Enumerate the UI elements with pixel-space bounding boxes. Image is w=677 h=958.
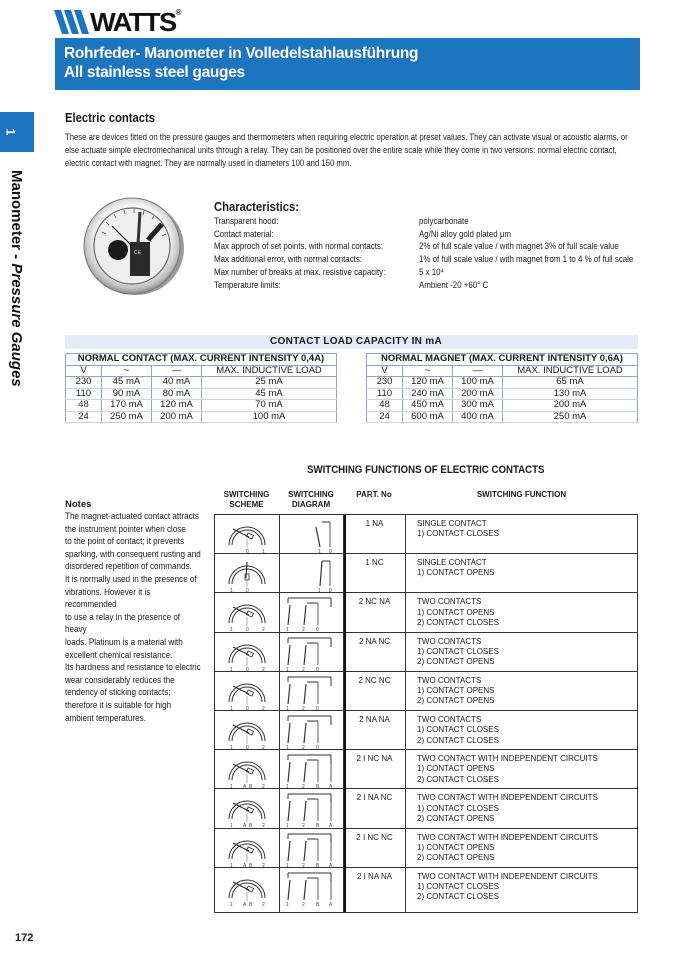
- part-number: 2 I NA NC: [344, 789, 406, 827]
- function-line: 2) CONTACT CLOSES: [417, 774, 499, 784]
- svg-text:1: 1: [286, 627, 289, 633]
- switch-diagram-icon: [280, 750, 344, 789]
- function-line: 1) CONTACT CLOSES: [417, 725, 499, 735]
- column-header: ~: [102, 365, 152, 377]
- characteristic-label: Max additional error, with normal contacts:: [214, 254, 363, 265]
- table-cell: 230: [367, 377, 403, 389]
- svg-text:A: A: [329, 862, 333, 868]
- table-cell: 90 mA: [102, 388, 152, 400]
- table-cell: 25 mA: [202, 377, 337, 389]
- diagram-cell: [280, 829, 344, 867]
- table-header-row: [367, 365, 638, 377]
- svg-text:B: B: [316, 862, 320, 868]
- characteristic-row: [214, 266, 668, 279]
- function-cell: [406, 515, 637, 553]
- svg-text:A: A: [329, 901, 333, 907]
- switch-diagram-icon: [280, 829, 344, 868]
- table-cell: 80 mA: [152, 388, 202, 400]
- function-cell: [406, 750, 637, 788]
- svg-text:1: 1: [286, 705, 289, 711]
- svg-text:2: 2: [302, 627, 305, 633]
- svg-text:2: 2: [262, 627, 265, 633]
- svg-text:2: 2: [262, 705, 265, 711]
- svg-text:1: 1: [230, 744, 233, 750]
- contact-load-title: CONTACT LOAD CAPACITY IN mA: [270, 336, 442, 347]
- svg-text:1: 1: [318, 588, 321, 594]
- svg-text:B: B: [316, 901, 320, 907]
- function-line: TWO CONTACT WITH INDEPENDENT CIRCUITS: [417, 793, 598, 803]
- svg-text:A: A: [329, 823, 333, 829]
- svg-text:2: 2: [302, 784, 305, 790]
- gauge-scheme-icon: [215, 633, 280, 672]
- function-line: 2) CONTACT OPENS: [417, 813, 495, 823]
- diagram-cell: [280, 593, 344, 631]
- svg-text:1: 1: [286, 784, 289, 790]
- notes-line: excellent chemical resistance.: [65, 649, 173, 660]
- function-cell: [406, 633, 637, 671]
- logo-stripes-icon: [54, 10, 90, 34]
- function-line: TWO CONTACT WITH INDEPENDENT CIRCUITS: [417, 832, 598, 842]
- function-line: 2) CONTACT CLOSES: [417, 617, 499, 627]
- part-number: 1 NA: [344, 515, 406, 553]
- function-line: 2) CONTACT OPENS: [417, 657, 495, 667]
- header-line: SWITCHING: [223, 490, 270, 499]
- table-cell: 48: [66, 400, 102, 412]
- scheme-cell: [215, 515, 280, 553]
- switching-row: [215, 750, 637, 789]
- table-cell: 110: [367, 388, 403, 400]
- chapter-tab: [0, 112, 34, 152]
- gauge-scheme-icon: [215, 711, 280, 750]
- svg-text:B: B: [316, 823, 320, 829]
- table-cell: 45 mA: [202, 388, 337, 400]
- svg-text:0: 0: [316, 744, 319, 750]
- table-cell: 600 mA: [403, 411, 453, 423]
- header-switching-function: SWITCHING FUNCTION: [476, 490, 567, 499]
- characteristics-title: Characteristics:: [214, 200, 300, 214]
- notes-line: Its hardness and resistance to electric: [65, 662, 201, 673]
- table-cell: 100 mA: [453, 377, 503, 389]
- svg-text:1: 1: [230, 666, 233, 672]
- notes-line: therefore it is suitable for high: [65, 699, 172, 710]
- title-banner: [55, 38, 640, 90]
- svg-text:A: A: [243, 784, 247, 790]
- characteristic-row: [214, 253, 668, 266]
- function-cell: [406, 789, 637, 827]
- function-line: 1) CONTACT OPENS: [417, 764, 495, 774]
- characteristic-row: [214, 215, 668, 228]
- notes-body: [65, 510, 201, 724]
- table-cell: 200 mA: [453, 388, 503, 400]
- svg-text:B: B: [249, 823, 253, 829]
- header-line: SCHEME: [229, 500, 264, 509]
- table-cell: 65 mA: [503, 377, 638, 389]
- table-cell: 400 mA: [453, 411, 503, 423]
- function-cell: [406, 672, 637, 710]
- function-line: 1) CONTACT CLOSES: [417, 646, 499, 656]
- switching-row: [215, 868, 637, 912]
- chapter-number: 1: [3, 128, 18, 136]
- pressure-gauge-photo: [78, 192, 188, 300]
- diagram-cell: [280, 868, 344, 912]
- table-cell: 240 mA: [403, 388, 453, 400]
- svg-text:1: 1: [286, 744, 289, 750]
- characteristic-value: 1% of full scale value / with magnet from 1 to 4 % of full scale: [419, 254, 634, 265]
- switch-diagram-icon: [280, 593, 344, 632]
- function-line: TWO CONTACTS: [417, 636, 482, 646]
- function-line: TWO CONTACT WITH INDEPENDENT CIRCUITS: [417, 754, 598, 764]
- switch-diagram-icon: [280, 515, 344, 554]
- diagram-cell: [280, 515, 344, 553]
- svg-text:0: 0: [329, 549, 332, 554]
- scheme-cell: [215, 593, 280, 631]
- characteristic-label: Transparent hood:: [214, 216, 279, 226]
- column-header: MAX. INDUCTIVE LOAD: [503, 365, 638, 377]
- table-cell: 24: [367, 411, 403, 423]
- normal-magnet-table: [366, 353, 638, 423]
- svg-text:0: 0: [246, 588, 249, 594]
- function-cell: [406, 554, 637, 592]
- svg-text:1: 1: [286, 666, 289, 672]
- table-caption: NORMAL MAGNET (MAX. CURRENT INTENSITY 0,6A): [367, 354, 638, 366]
- diagram-cell: [280, 750, 344, 788]
- switch-diagram-icon: [280, 711, 344, 750]
- gauge-scheme-icon: [215, 672, 280, 711]
- function-line: 1) CONTACT CLOSES: [417, 803, 499, 813]
- function-line: 2) CONTACT OPENS: [417, 696, 495, 706]
- svg-text:2: 2: [262, 862, 265, 868]
- function-line: TWO CONTACT WITH INDEPENDENT CIRCUITS: [417, 871, 598, 881]
- svg-text:B: B: [249, 862, 253, 868]
- svg-text:1: 1: [230, 588, 233, 594]
- function-line: 2) CONTACT CLOSES: [417, 892, 499, 902]
- table-row: [367, 377, 638, 389]
- scheme-cell: [215, 633, 280, 671]
- svg-text:B: B: [249, 784, 253, 790]
- notes-line: to the point of contact; it prevents: [65, 536, 185, 547]
- table-cell: 200 mA: [503, 400, 638, 412]
- switch-diagram-icon: [280, 868, 344, 907]
- svg-text:2: 2: [262, 901, 265, 907]
- banner-title-german: Rohrfeder- Manometer in Volledelstahlausführung: [64, 45, 419, 62]
- table-cell: 250 mA: [102, 411, 152, 423]
- svg-text:0: 0: [246, 666, 249, 672]
- notes-line: tendency of sticking contacts;: [65, 687, 171, 698]
- characteristic-value: Ambient -20 +60° C: [419, 279, 489, 290]
- svg-text:1: 1: [230, 823, 233, 829]
- switch-diagram-icon: [280, 789, 344, 828]
- svg-text:1: 1: [230, 627, 233, 633]
- svg-text:A: A: [243, 862, 247, 868]
- switching-row: [215, 829, 637, 868]
- characteristic-value: 2% of full scale value / with magnet 3% of full scale value: [419, 241, 619, 252]
- logo-wordmark: WATTS: [90, 7, 176, 37]
- diagram-cell: [280, 554, 344, 592]
- table-cell: 70 mA: [202, 400, 337, 412]
- part-number: 2 I NC NC: [344, 829, 406, 867]
- characteristic-value: 5 x 10⁴: [419, 266, 444, 277]
- notes-line: The magnet-actuated contact attracts: [65, 511, 199, 521]
- table-caption: NORMAL CONTACT (MAX. CURRENT INTENSITY 0,4A): [66, 354, 337, 366]
- notes-line: disordered repetition of commands.: [65, 561, 192, 572]
- scheme-cell: [215, 789, 280, 827]
- column-header: ~: [403, 365, 453, 377]
- characteristic-label: Contact material:: [214, 228, 274, 239]
- notes-line: It is normally used in the presence of: [65, 573, 197, 584]
- table-cell: 200 mA: [152, 411, 202, 423]
- switching-row: [215, 554, 637, 593]
- function-line: TWO CONTACTS: [417, 675, 482, 685]
- column-header: V: [367, 365, 403, 377]
- svg-text:CE: CE: [134, 250, 141, 256]
- svg-text:0: 0: [246, 627, 249, 633]
- svg-text:2: 2: [262, 744, 265, 750]
- column-header: —: [453, 365, 503, 377]
- table-cell: 45 mA: [102, 377, 152, 389]
- page-number: 172: [15, 932, 34, 944]
- svg-text:0: 0: [316, 705, 319, 711]
- switch-diagram-icon: [280, 554, 344, 593]
- part-number: 2 NA NC: [344, 633, 406, 671]
- svg-text:1: 1: [230, 784, 233, 790]
- svg-text:2: 2: [302, 823, 305, 829]
- table-row: [66, 400, 337, 412]
- function-line: 2) CONTACT OPENS: [417, 853, 495, 863]
- gauge-scheme-icon: [215, 593, 280, 632]
- function-line: TWO CONTACTS: [417, 597, 482, 607]
- table-row: [367, 400, 638, 412]
- function-line: 1) CONTACT CLOSES: [417, 529, 499, 539]
- characteristic-label: Temperature limits:: [214, 279, 281, 290]
- svg-text:1: 1: [230, 901, 233, 907]
- function-line: 1) CONTACT CLOSES: [417, 881, 499, 891]
- svg-text:2: 2: [262, 784, 265, 790]
- svg-text:0: 0: [316, 627, 319, 633]
- registered-mark: ®: [175, 8, 182, 17]
- svg-text:1: 1: [286, 823, 289, 829]
- function-line: SINGLE CONTACT: [417, 519, 487, 528]
- scheme-cell: [215, 829, 280, 867]
- svg-text:1: 1: [230, 705, 233, 711]
- switching-row: [215, 672, 637, 711]
- table-cell: 100 mA: [202, 411, 337, 423]
- characteristic-value: Ag/Ni alloy gold plated µm: [419, 228, 511, 239]
- header-switching-diagram: [279, 490, 343, 510]
- table-row: [367, 388, 638, 400]
- diagram-cell: [280, 789, 344, 827]
- function-line: 1) CONTACT OPENS: [417, 842, 495, 852]
- svg-text:2: 2: [302, 901, 305, 907]
- column-header: V: [66, 365, 102, 377]
- gauge-scheme-icon: [215, 789, 280, 828]
- svg-text:2: 2: [302, 666, 305, 672]
- function-cell: [406, 829, 637, 867]
- svg-text:1: 1: [230, 862, 233, 868]
- switching-functions-table: [214, 514, 638, 913]
- svg-text:0: 0: [246, 744, 249, 750]
- column-header: MAX. INDUCTIVE LOAD: [202, 365, 337, 377]
- switching-row: [215, 789, 637, 828]
- notes-line: ambient temperatures.: [65, 712, 146, 723]
- column-divider: [344, 515, 346, 912]
- svg-text:A: A: [243, 823, 247, 829]
- svg-text:2: 2: [302, 862, 305, 868]
- notes-title: Notes: [65, 499, 92, 510]
- table-cell: 120 mA: [152, 400, 202, 412]
- scheme-cell: [215, 868, 280, 912]
- svg-text:A: A: [243, 901, 247, 907]
- watts-logo: [54, 6, 182, 37]
- notes-line: wear considerably reduces the: [65, 674, 175, 685]
- table-cell: 300 mA: [453, 400, 503, 412]
- svg-text:1: 1: [286, 901, 289, 907]
- side-title-italic: Pressure Gauges: [8, 263, 25, 387]
- part-number: 2 NC NA: [344, 593, 406, 631]
- scheme-cell: [215, 672, 280, 710]
- part-number: 2 NA NA: [344, 711, 406, 749]
- svg-text:1: 1: [318, 549, 321, 554]
- switching-title: SWITCHING FUNCTIONS OF ELECTRIC CONTACTS: [307, 464, 545, 476]
- table-cell: 48: [367, 400, 403, 412]
- svg-text:0: 0: [316, 666, 319, 672]
- svg-text:0: 0: [246, 705, 249, 711]
- function-line: 1) CONTACT OPENS: [417, 568, 495, 578]
- part-number: 2 I NA NA: [344, 868, 406, 912]
- switch-diagram-icon: [280, 672, 344, 711]
- table-cell: 110: [66, 388, 102, 400]
- header-switching-scheme: [214, 490, 279, 510]
- diagram-cell: [280, 672, 344, 710]
- banner-title-english: All stainless steel gauges: [64, 64, 245, 81]
- notes-line: the instrument pointer when close: [65, 523, 186, 534]
- switching-row: [215, 593, 637, 632]
- part-number: 2 NC NC: [344, 672, 406, 710]
- function-line: 1) CONTACT OPENS: [417, 607, 495, 617]
- characteristic-label: Max number of breaks at max. resistive capacity:: [214, 266, 386, 277]
- contact-load-heading: [65, 335, 638, 349]
- switch-diagram-icon: [280, 633, 344, 672]
- scheme-cell: [215, 750, 280, 788]
- table-cell: 250 mA: [503, 411, 638, 423]
- switching-row: [215, 633, 637, 672]
- header-part-no: PART. No: [356, 490, 392, 499]
- function-cell: [406, 868, 637, 912]
- svg-text:B: B: [316, 784, 320, 790]
- svg-text:2: 2: [302, 744, 305, 750]
- diagram-cell: [280, 711, 344, 749]
- table-row: [367, 411, 638, 423]
- side-title-plain: Manometer -: [8, 170, 25, 264]
- table-cell: 130 mA: [503, 388, 638, 400]
- characteristic-row: [214, 240, 668, 253]
- function-line: SINGLE CONTACT: [417, 558, 487, 568]
- switching-row: [215, 515, 637, 554]
- part-number: 1 NC: [344, 554, 406, 592]
- table-cell: 230: [66, 377, 102, 389]
- function-cell: [406, 711, 637, 749]
- notes-line: vibrations. However it is recommended: [65, 586, 151, 610]
- column-header: —: [152, 365, 202, 377]
- table-row: [66, 377, 337, 389]
- table-row: [66, 388, 337, 400]
- function-cell: [406, 593, 637, 631]
- gauge-scheme-icon: [215, 515, 280, 554]
- gauge-scheme-icon: [215, 829, 280, 868]
- characteristic-label: Max approch of set points, with normal contacts:: [214, 241, 384, 252]
- function-line: 1) CONTACT OPENS: [417, 686, 495, 696]
- svg-text:2: 2: [302, 705, 305, 711]
- svg-text:A: A: [329, 784, 333, 790]
- function-line: TWO CONTACTS: [417, 714, 482, 724]
- scheme-cell: [215, 554, 280, 592]
- section-title: Electric contacts: [65, 111, 156, 125]
- svg-text:2: 2: [262, 823, 265, 829]
- chapter-side-title: [7, 170, 27, 410]
- svg-text:2: 2: [262, 666, 265, 672]
- gauge-scheme-icon: [215, 868, 280, 907]
- svg-text:0: 0: [246, 549, 249, 554]
- table-row: [66, 411, 337, 423]
- table-cell: 40 mA: [152, 377, 202, 389]
- gauge-scheme-icon: [215, 554, 280, 593]
- header-line: SWITCHING: [288, 490, 334, 499]
- switching-row: [215, 711, 637, 750]
- table-cell: 120 mA: [403, 377, 453, 389]
- svg-text:1: 1: [262, 549, 265, 554]
- normal-contact-table: [65, 353, 337, 423]
- characteristic-row: [214, 228, 668, 241]
- notes-line: sparking, with consequent rusting and: [65, 548, 201, 559]
- svg-text:1: 1: [286, 862, 289, 868]
- table-cell: 24: [66, 411, 102, 423]
- notes-line: to use a relay in the presence of heavy: [65, 611, 181, 635]
- header-line: DIAGRAM: [291, 500, 331, 509]
- svg-text:0: 0: [329, 588, 332, 594]
- part-number: 2 I NC NA: [344, 750, 406, 788]
- characteristic-value: polycarbonate: [419, 216, 469, 226]
- function-line: 2) CONTACT CLOSES: [417, 735, 499, 745]
- section-intro: These are devices fitted on the pressure gauges and thermometers when requiring electric operation at preset values. They can activate visual or acoustic alarms, or else actuate simple electromechanical units through a relay. They can be positioned over the entire scale while they come in two versions: normal electric contact, electric contact with magnet. They are normally used in diameters 100 and 150 mm.: [65, 132, 628, 168]
- scheme-cell: [215, 711, 280, 749]
- svg-text:B: B: [249, 901, 253, 907]
- diagram-cell: [280, 633, 344, 671]
- characteristics-list: [214, 215, 668, 291]
- table-cell: 450 mA: [403, 400, 453, 412]
- table-cell: 170 mA: [102, 400, 152, 412]
- table-header-row: [66, 365, 337, 377]
- characteristic-row: [214, 279, 668, 292]
- notes-line: loads. Platinum is a material with: [65, 636, 183, 647]
- gauge-scheme-icon: [215, 750, 280, 789]
